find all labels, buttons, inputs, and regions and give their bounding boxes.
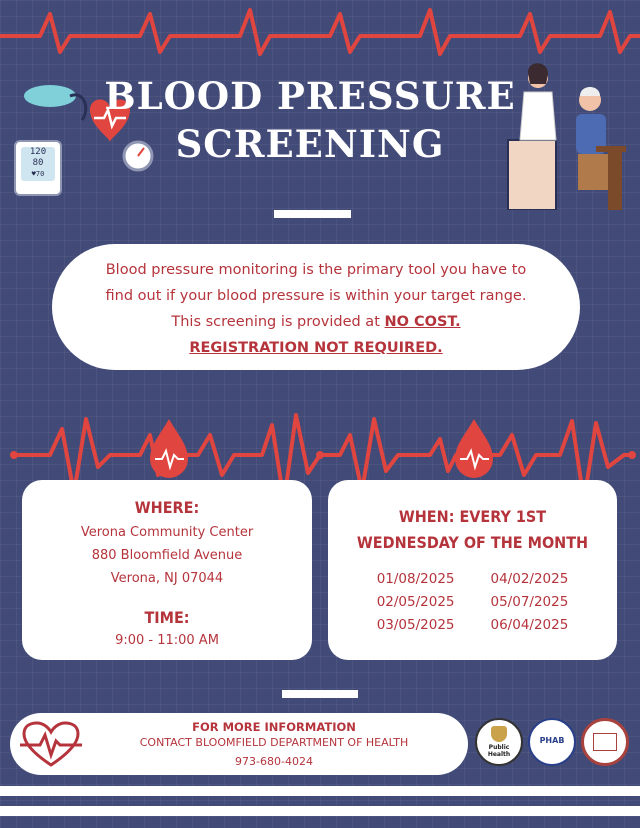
title-line-1: BLOOD PRESSURE	[104, 74, 516, 118]
time-value: 9:00 - 11:00 AM	[115, 633, 219, 648]
bp-monitor-icon	[14, 140, 62, 196]
public-health-logo-text: Public Health	[487, 744, 511, 758]
title-line-2: SCREENING	[175, 122, 445, 166]
venue-city: Verona, NJ 07044	[110, 571, 224, 586]
date-item: 05/07/2025	[490, 594, 569, 610]
when-heading-line-1: WHEN: EVERY 1ST	[398, 507, 547, 526]
no-cost-emphasis: NO COST.	[384, 314, 461, 330]
intro-message-box	[52, 244, 580, 370]
intro-line-1: Blood pressure monitoring is the primary tool you have to	[105, 262, 527, 278]
footer-contact: CONTACT BLOOMFIELD DEPARTMENT OF HEALTH	[139, 736, 409, 749]
top-heartbeat-line	[0, 0, 640, 60]
venue-street: 880 Bloomfield Avenue	[91, 548, 243, 563]
time-heading: TIME:	[144, 608, 190, 627]
contact-info-box	[10, 713, 468, 775]
footer-heading: FOR MORE INFORMATION	[192, 720, 356, 734]
page-title	[95, 72, 525, 168]
date-item: 06/04/2025	[490, 617, 569, 633]
bottom-stripe-2	[0, 806, 640, 816]
intro-line-3-prefix: This screening is provided at	[171, 314, 385, 330]
date-item: 02/05/2025	[376, 594, 455, 610]
venue-name: Verona Community Center	[80, 525, 254, 540]
building-icon	[593, 733, 617, 751]
blood-drop-icon-right	[455, 419, 493, 478]
when-heading-line-2: WEDNESDAY OF THE MONTH	[356, 533, 589, 552]
monitor-reading-systolic: 120	[29, 147, 47, 157]
schedule-card	[328, 480, 617, 660]
dates-column-right	[491, 568, 569, 637]
divider-bar-bottom	[282, 690, 358, 698]
when-heading	[328, 504, 617, 556]
bottom-stripe-1	[0, 786, 640, 796]
location-time-card	[22, 480, 312, 660]
phab-logo	[528, 718, 576, 766]
public-health-logo	[475, 718, 523, 766]
registration-emphasis: REGISTRATION NOT REQUIRED.	[189, 340, 443, 356]
date-item: 03/05/2025	[376, 617, 455, 633]
phab-logo-text: PHAB	[539, 736, 565, 745]
date-item: 01/08/2025	[376, 571, 455, 587]
doctor-patient-illustration	[500, 60, 640, 210]
intro-line-2: find out if your blood pressure is within your target range.	[105, 288, 527, 304]
where-heading: WHERE:	[134, 498, 200, 517]
blood-drop-icon-left	[150, 419, 188, 478]
date-item: 04/02/2025	[490, 571, 569, 587]
heart-pulse-icon	[20, 721, 82, 767]
intro-line-3	[52, 309, 580, 335]
township-seal-logo	[581, 718, 629, 766]
monitor-reading-diastolic: 80	[32, 158, 44, 168]
shield-icon	[491, 726, 507, 742]
divider-bar-top	[274, 210, 351, 218]
footer-phone: 973-680-4024	[235, 755, 313, 768]
cuff-icon	[24, 85, 76, 107]
dates-grid	[328, 568, 617, 637]
monitor-reading-pulse: ♥70	[31, 170, 45, 178]
dates-column-left	[377, 568, 455, 637]
